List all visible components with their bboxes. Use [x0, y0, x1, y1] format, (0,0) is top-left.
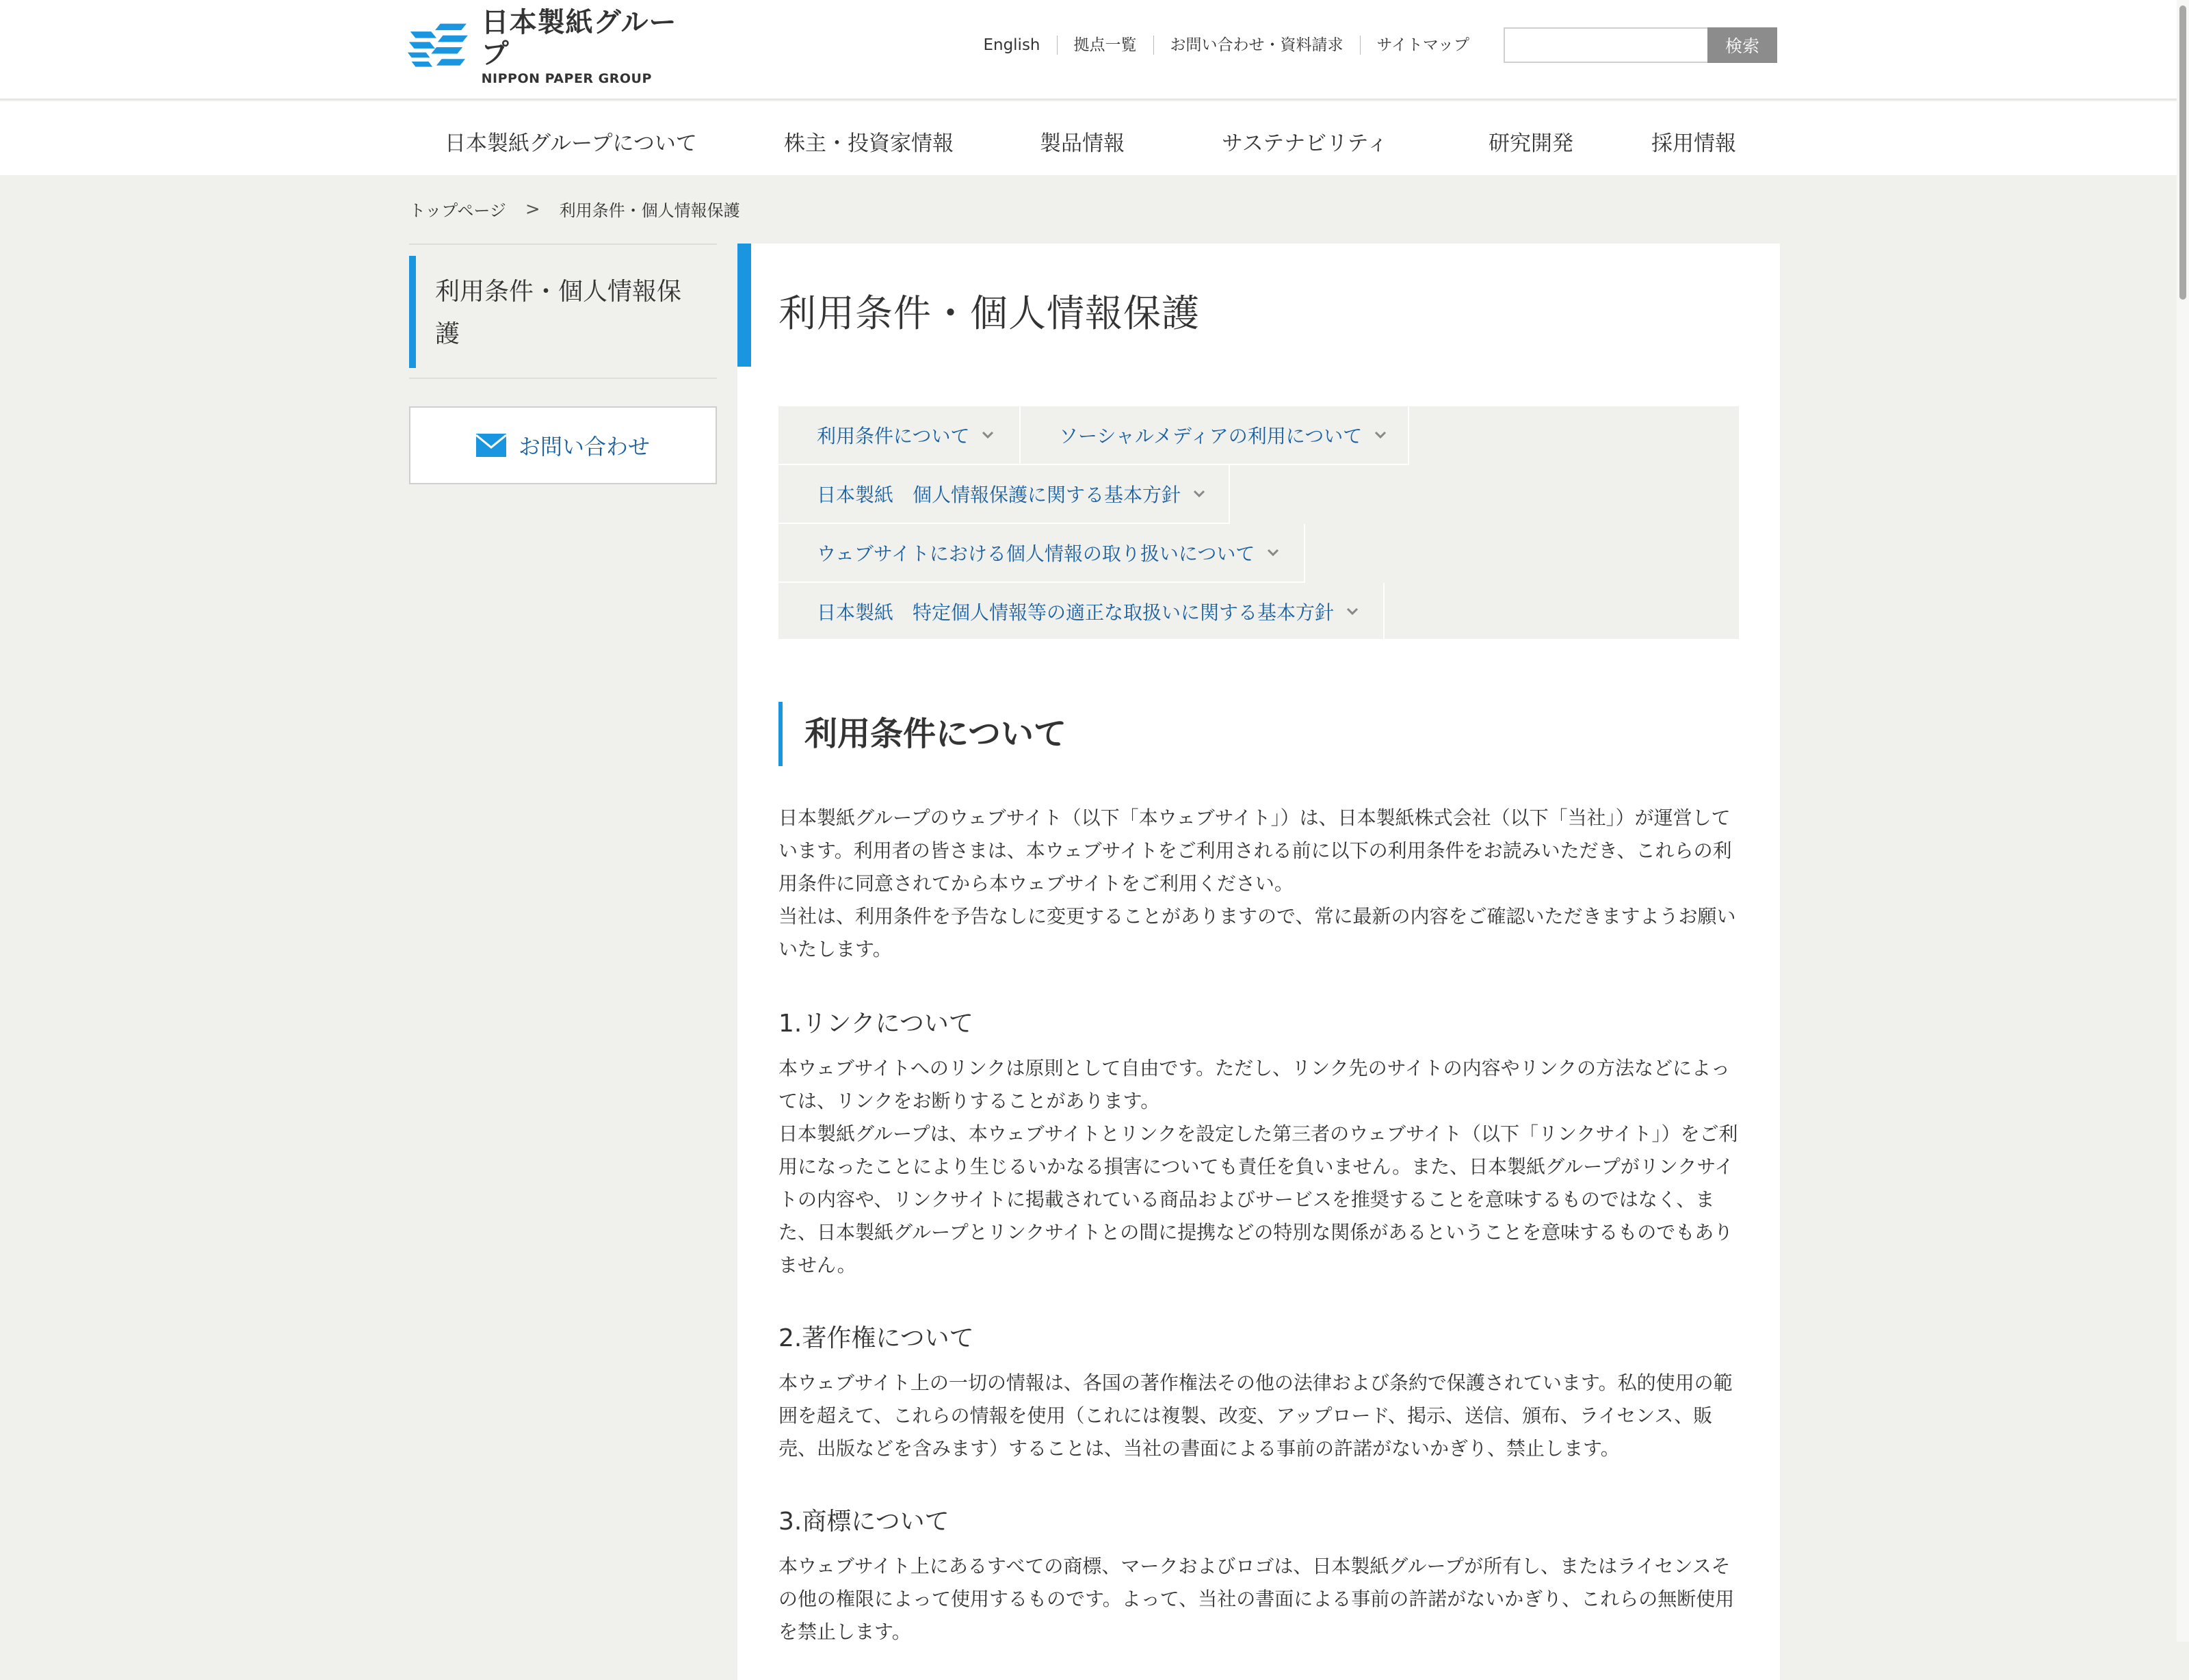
- nav-recruit[interactable]: 採用情報: [1651, 131, 1736, 156]
- intro-paragraph-2: 当社は、利用条件を予告なしに変更することがありますので、常に最新の内容をご確認いただきますようお願いいたします。: [778, 905, 1736, 960]
- heading-trademark: 3.商標について: [778, 1508, 949, 1536]
- utility-nav: [967, 27, 1777, 63]
- anchor-terms[interactable]: [778, 406, 1021, 465]
- anchor-specific-personal-info[interactable]: [778, 583, 1385, 642]
- search-input[interactable]: [1504, 27, 1707, 63]
- anchor-label: 日本製紙 特定個人情報等の適正な取扱いに関する基本方針: [817, 601, 1335, 624]
- copyright-paragraph: 本ウェブサイト上の一切の情報は、各国の著作権法その他の法律および条約で保護されています。私的使用の範囲を超えて、これらの情報を使用（これには複製、改変、アップロード、掲示、送信、頒布、ライセンス、販売、出版などを含みます）することは、当社の書面による事前の許諾がないかぎり、禁止します。: [778, 1371, 1733, 1460]
- heading-copyright: 2.著作権について: [778, 1324, 974, 1352]
- utility-link-sitemap[interactable]: サイトマップ: [1360, 36, 1486, 55]
- anchor-links: [778, 406, 1739, 639]
- breadcrumb-home[interactable]: トップページ: [409, 201, 506, 220]
- anchor-label: ソーシャルメディアの利用について: [1059, 425, 1363, 447]
- sidebar-title-block: [409, 244, 717, 379]
- nav-products[interactable]: 製品情報: [1040, 131, 1125, 156]
- breadcrumb-separator: >: [525, 198, 540, 220]
- logo-text-ja: 日本製紙グループ: [481, 7, 677, 70]
- page-title: 利用条件・個人情報保護: [778, 291, 1201, 335]
- nav-ir[interactable]: 株主・投資家情報: [784, 131, 954, 156]
- breadcrumb: [409, 197, 740, 221]
- heading-links: 1.リンクについて: [778, 1010, 973, 1038]
- scrollbar[interactable]: [2177, 0, 2189, 1642]
- site-header: [0, 0, 2189, 100]
- chevron-down-icon: [1193, 490, 1205, 498]
- page-title-accent: [737, 244, 751, 367]
- anchor-privacy-policy[interactable]: [778, 465, 1230, 524]
- trademark-paragraph: 本ウェブサイト上にあるすべての商標、マークおよびロゴは、日本製紙グループが所有し、またはライセンスその他の権限によって使用するものです。よって、当社の書面による事前の許諾がないかぎり、これらの無断使用を禁止します。: [778, 1555, 1735, 1643]
- logo-text-en: NIPPON PAPER GROUP: [481, 71, 652, 86]
- anchor-website-privacy[interactable]: [778, 524, 1305, 583]
- anchor-label: ウェブサイトにおける個人情報の取り扱いについて: [817, 542, 1255, 565]
- sidebar-contact-label: お問い合わせ: [518, 434, 650, 460]
- anchor-label: 日本製紙 個人情報保護に関する基本方針: [817, 484, 1181, 506]
- global-nav: [410, 100, 1779, 175]
- nav-rd[interactable]: 研究開発: [1489, 131, 1573, 156]
- utility-link-locations[interactable]: 拠点一覧: [1057, 36, 1153, 55]
- chevron-down-icon: [1374, 431, 1387, 439]
- anchor-social-media[interactable]: [1021, 406, 1409, 465]
- sidebar-title[interactable]: 利用条件・個人情報保護: [409, 256, 717, 368]
- section-heading-terms: 利用条件について: [778, 702, 1066, 766]
- logo[interactable]: [406, 7, 694, 86]
- main-content: [737, 244, 1780, 1680]
- nav-sustainability[interactable]: サステナビリティ: [1222, 131, 1389, 156]
- nav-about[interactable]: 日本製紙グループについて: [445, 131, 697, 156]
- links-paragraph-2: 日本製紙グループは、本ウェブサイトとリンクを設定した第三者のウェブサイト（以下「リンクサイト」）をご利用になったことにより生じるいかなる損害についても責任を負いません。また、日本製紙グループがリンクサイトの内容や、リンクサイトに掲載されている商品およびサービスを推奨することを意味するものではなく、また、日本製紙グループとリンクサイトとの間に提携などの特別な関係があるということを意味するものでもありません。: [778, 1123, 1738, 1276]
- search-button[interactable]: 検索: [1707, 27, 1777, 63]
- breadcrumb-current: 利用条件・個人情報保護: [559, 201, 740, 220]
- mail-icon: [476, 434, 506, 457]
- search-box: [1504, 27, 1777, 63]
- chevron-down-icon: [1346, 607, 1359, 616]
- chevron-down-icon: [982, 431, 994, 439]
- chevron-down-icon: [1267, 549, 1279, 557]
- sidebar-contact-button[interactable]: [409, 406, 717, 484]
- intro-paragraph: 日本製紙グループのウェブサイト（以下「本ウェブサイト」）は、日本製紙株式会社（以下「当社」）が運営しています。利用者の皆さまは、本ウェブサイトをご利用される前に以下の利用条件をお読みいただき、これらの利用条件に同意されてから本ウェブサイトをご利用ください。: [778, 806, 1732, 895]
- anchor-label: 利用条件について: [817, 425, 970, 447]
- utility-link-english[interactable]: English: [983, 36, 1040, 54]
- links-paragraph-1: 本ウェブサイトへのリンクは原則として自由です。ただし、リンク先のサイトの内容やリンクの方法などによっては、リンクをお断りすることがあります。: [778, 1057, 1731, 1112]
- logo-mark-icon: [406, 17, 471, 77]
- scrollbar-thumb[interactable]: [2179, 5, 2186, 300]
- utility-link-contact[interactable]: お問い合わせ・資料請求: [1153, 36, 1360, 55]
